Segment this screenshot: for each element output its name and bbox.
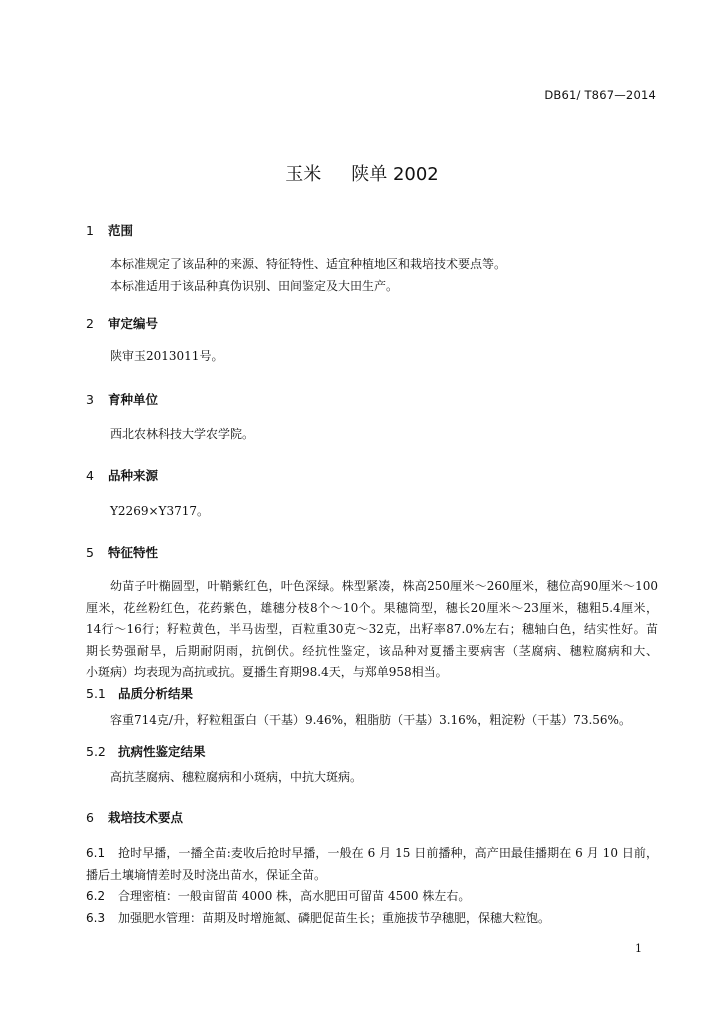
title-crop: 玉米 [285,164,322,185]
section-heading-disease-resistance [86,742,206,760]
variety-origin-value: Y2269×Y3717。 [110,504,209,518]
breeder-value: 西北农林科技大学农学院。 [110,427,255,441]
section-heading-cultivation [86,808,183,826]
variety-origin-text [86,501,658,523]
cultivation-item [86,908,658,930]
section-number: 5 [86,545,94,560]
cultivation-item-number: 6.1 [86,846,106,860]
section-title: 特征特性 [108,545,159,560]
disease-resistance-value: 高抗茎腐病、穗粒腐病和小斑病，中抗大斑病。 [110,770,363,784]
approval-number-text [86,346,658,368]
quality-analysis-text [86,710,658,732]
cultivation-item-text: 加强肥水管理：苗期及时增施氮、磷肥促苗生长；重施拔节孕穗肥，保穗大粒饱。 [118,910,551,925]
section-title: 品种来源 [108,468,159,483]
section-heading-approval-number [86,314,158,332]
characteristics-paragraph [86,576,658,684]
cultivation-item-text: 合理密植：一般亩留苗 4000 株，高水肥田可留苗 4500 株左右。 [118,889,471,903]
cultivation-item-text: 抢时早播，一播全苗:麦收后抢时早播，一般在 6 月 15 日前播种，高产田最佳播期在 6 月 10 日前， [118,846,658,860]
characteristics-line: 14行～16行；籽粒黄色，半马齿型，百粒重30克～32克，出籽率87.0%左右；穗轴白色，结实性好。苗 [86,622,658,636]
section-heading-breeder [86,390,158,408]
section-number: 6 [86,810,94,825]
standard-code: DB61/ T867—2014 [544,88,656,102]
characteristics-line: 厘米，花丝粉红色，花药紫色，雄穗分枝8个～10个。果穗筒型，穗长20厘米～23厘米，穗粗5.4厘米， [86,600,658,615]
section-title: 抗病性鉴定结果 [118,744,206,759]
title-variety: 陕单 2002 [351,164,439,185]
section-heading-quality-analysis [86,684,193,702]
section-title: 范围 [108,223,134,238]
section-title: 育种单位 [108,392,159,407]
scope-line: 本标准适用于该品种真伪识别、田间鉴定及大田生产。 [110,278,399,293]
section-number: 2 [86,316,94,331]
document-title [0,160,724,186]
cultivation-item-number: 6.3 [86,910,106,925]
section-number: 3 [86,392,94,407]
section-title: 审定编号 [108,316,159,331]
section-heading-scope [86,221,133,239]
page-number: 1 [635,942,642,955]
section-number: 5.1 [86,686,106,701]
scope-paragraph [86,254,658,297]
cultivation-item [86,886,658,908]
characteristics-line: 小斑病）均表现为高抗或抗。夏播生育期98.4天，与郑单958相当。 [86,665,448,679]
disease-resistance-text [86,767,658,789]
section-number: 5.2 [86,744,106,759]
quality-analysis-value: 容重714克/升，籽粒粗蛋白（干基）9.46%，粗脂肪（干基）3.16%，粗淀粉（干基）73.56%。 [110,713,631,727]
section-heading-variety-origin [86,466,158,484]
section-number: 4 [86,468,94,483]
cultivation-item-continuation: 播后土壤墒情差时及时浇出苗水，保证全苗。 [86,867,327,882]
cultivation-list [86,843,658,929]
approval-number-value: 陕审玉2013011号。 [110,349,224,363]
characteristics-line: 期长势强耐旱，后期耐阴雨，抗倒伏。经抗性鉴定，该品种对夏播主要病害（茎腐病、穗粒腐病和大、 [86,643,658,658]
scope-line: 本标准规定了该品种的来源、特征特性、适宜种植地区和栽培技术要点等。 [110,257,507,271]
cultivation-item [86,843,658,865]
section-title: 栽培技术要点 [108,810,184,825]
section-number: 1 [86,223,94,238]
cultivation-item-number: 6.2 [86,889,106,903]
section-title: 品质分析结果 [118,686,194,701]
characteristics-line: 幼苗子叶椭圆型，叶鞘紫红色，叶色深绿。株型紧凑，株高250厘米～260厘米，穗位高90厘米～100 [110,579,658,593]
breeder-text [86,424,658,446]
section-heading-characteristics [86,543,158,561]
